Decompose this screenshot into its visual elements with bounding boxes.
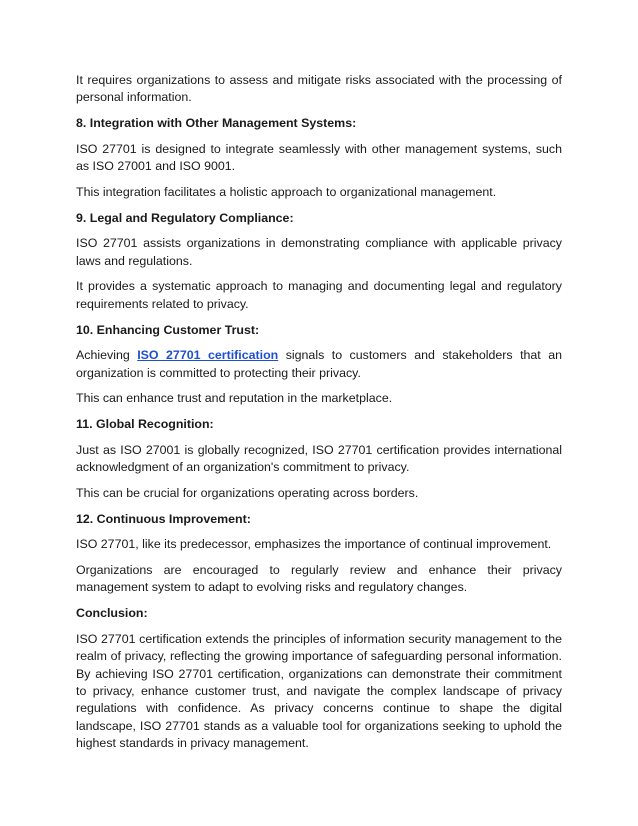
section-heading-conclusion: Conclusion: (76, 606, 148, 621)
iso-27701-certification-link[interactable]: ISO 27701 certification (137, 348, 279, 363)
section-heading-trust: 10. Enhancing Customer Trust: (76, 322, 260, 337)
legal-paragraph-2: It provides a systematic approach to managing and documenting legal and regulatory requirements related to privacy. (76, 279, 562, 311)
trust-text-after-link: signals to customers and stakeholders that an organization is committed to protecting their privacy. (76, 348, 563, 380)
improvement-paragraph-2: Organizations are encouraged to regularly review and enhance their privacy management system to adapt to evolving risks and regulatory changes. (76, 562, 562, 595)
integration-paragraph-2: This integration facilitates a holistic approach to organizational management. (76, 184, 497, 199)
section-heading-improvement: 12. Continuous Improvement: (76, 511, 251, 526)
trust-paragraph-1 (76, 347, 562, 382)
section-heading-legal: 9. Legal and Regulatory Compliance: (76, 210, 294, 225)
global-paragraph-2: This can be crucial for organizations operating across borders. (76, 485, 419, 500)
legal-paragraph-1: ISO 27701 assists organizations in demonstrating compliance with applicable privacy laws and regulations. (76, 236, 562, 268)
trust-text-before-link: Achieving (76, 348, 138, 363)
integration-paragraph-1: ISO 27701 is designed to integrate seamlessly with other management systems, such as ISO 27001 and ISO 9001. (76, 141, 562, 174)
section-heading-integration: 8. Integration with Other Management Systems: (76, 116, 357, 131)
global-paragraph-1: Just as ISO 27001 is globally recognized, ISO 27701 certification provides international acknowledgment of an organization's commitment to privacy. (76, 442, 562, 475)
trust-paragraph-2: This can enhance trust and reputation in the marketplace. (76, 391, 393, 406)
section-heading-global: 11. Global Recognition: (76, 417, 214, 432)
improvement-paragraph-1: ISO 27701, like its predecessor, emphasizes the importance of continual improvement. (76, 537, 552, 552)
conclusion-paragraph: ISO 27701 certification extends the principles of information security management to the realm of privacy, reflecting the growing importance of safeguarding personal information. By achieving ISO 27701 certification, organizations can demonstrate their commitment to privacy, enhance customer trust, and navigate the complex landscape of privacy regulations with confidence. As privacy concerns continue to shape the digital landscape, ISO 27701 stands as a valuable tool for organizations seeking to uphold the highest standards in privacy management. (76, 631, 562, 751)
intro-paragraph: It requires organizations to assess and mitigate risks associated with the processing of personal information. (76, 73, 562, 105)
